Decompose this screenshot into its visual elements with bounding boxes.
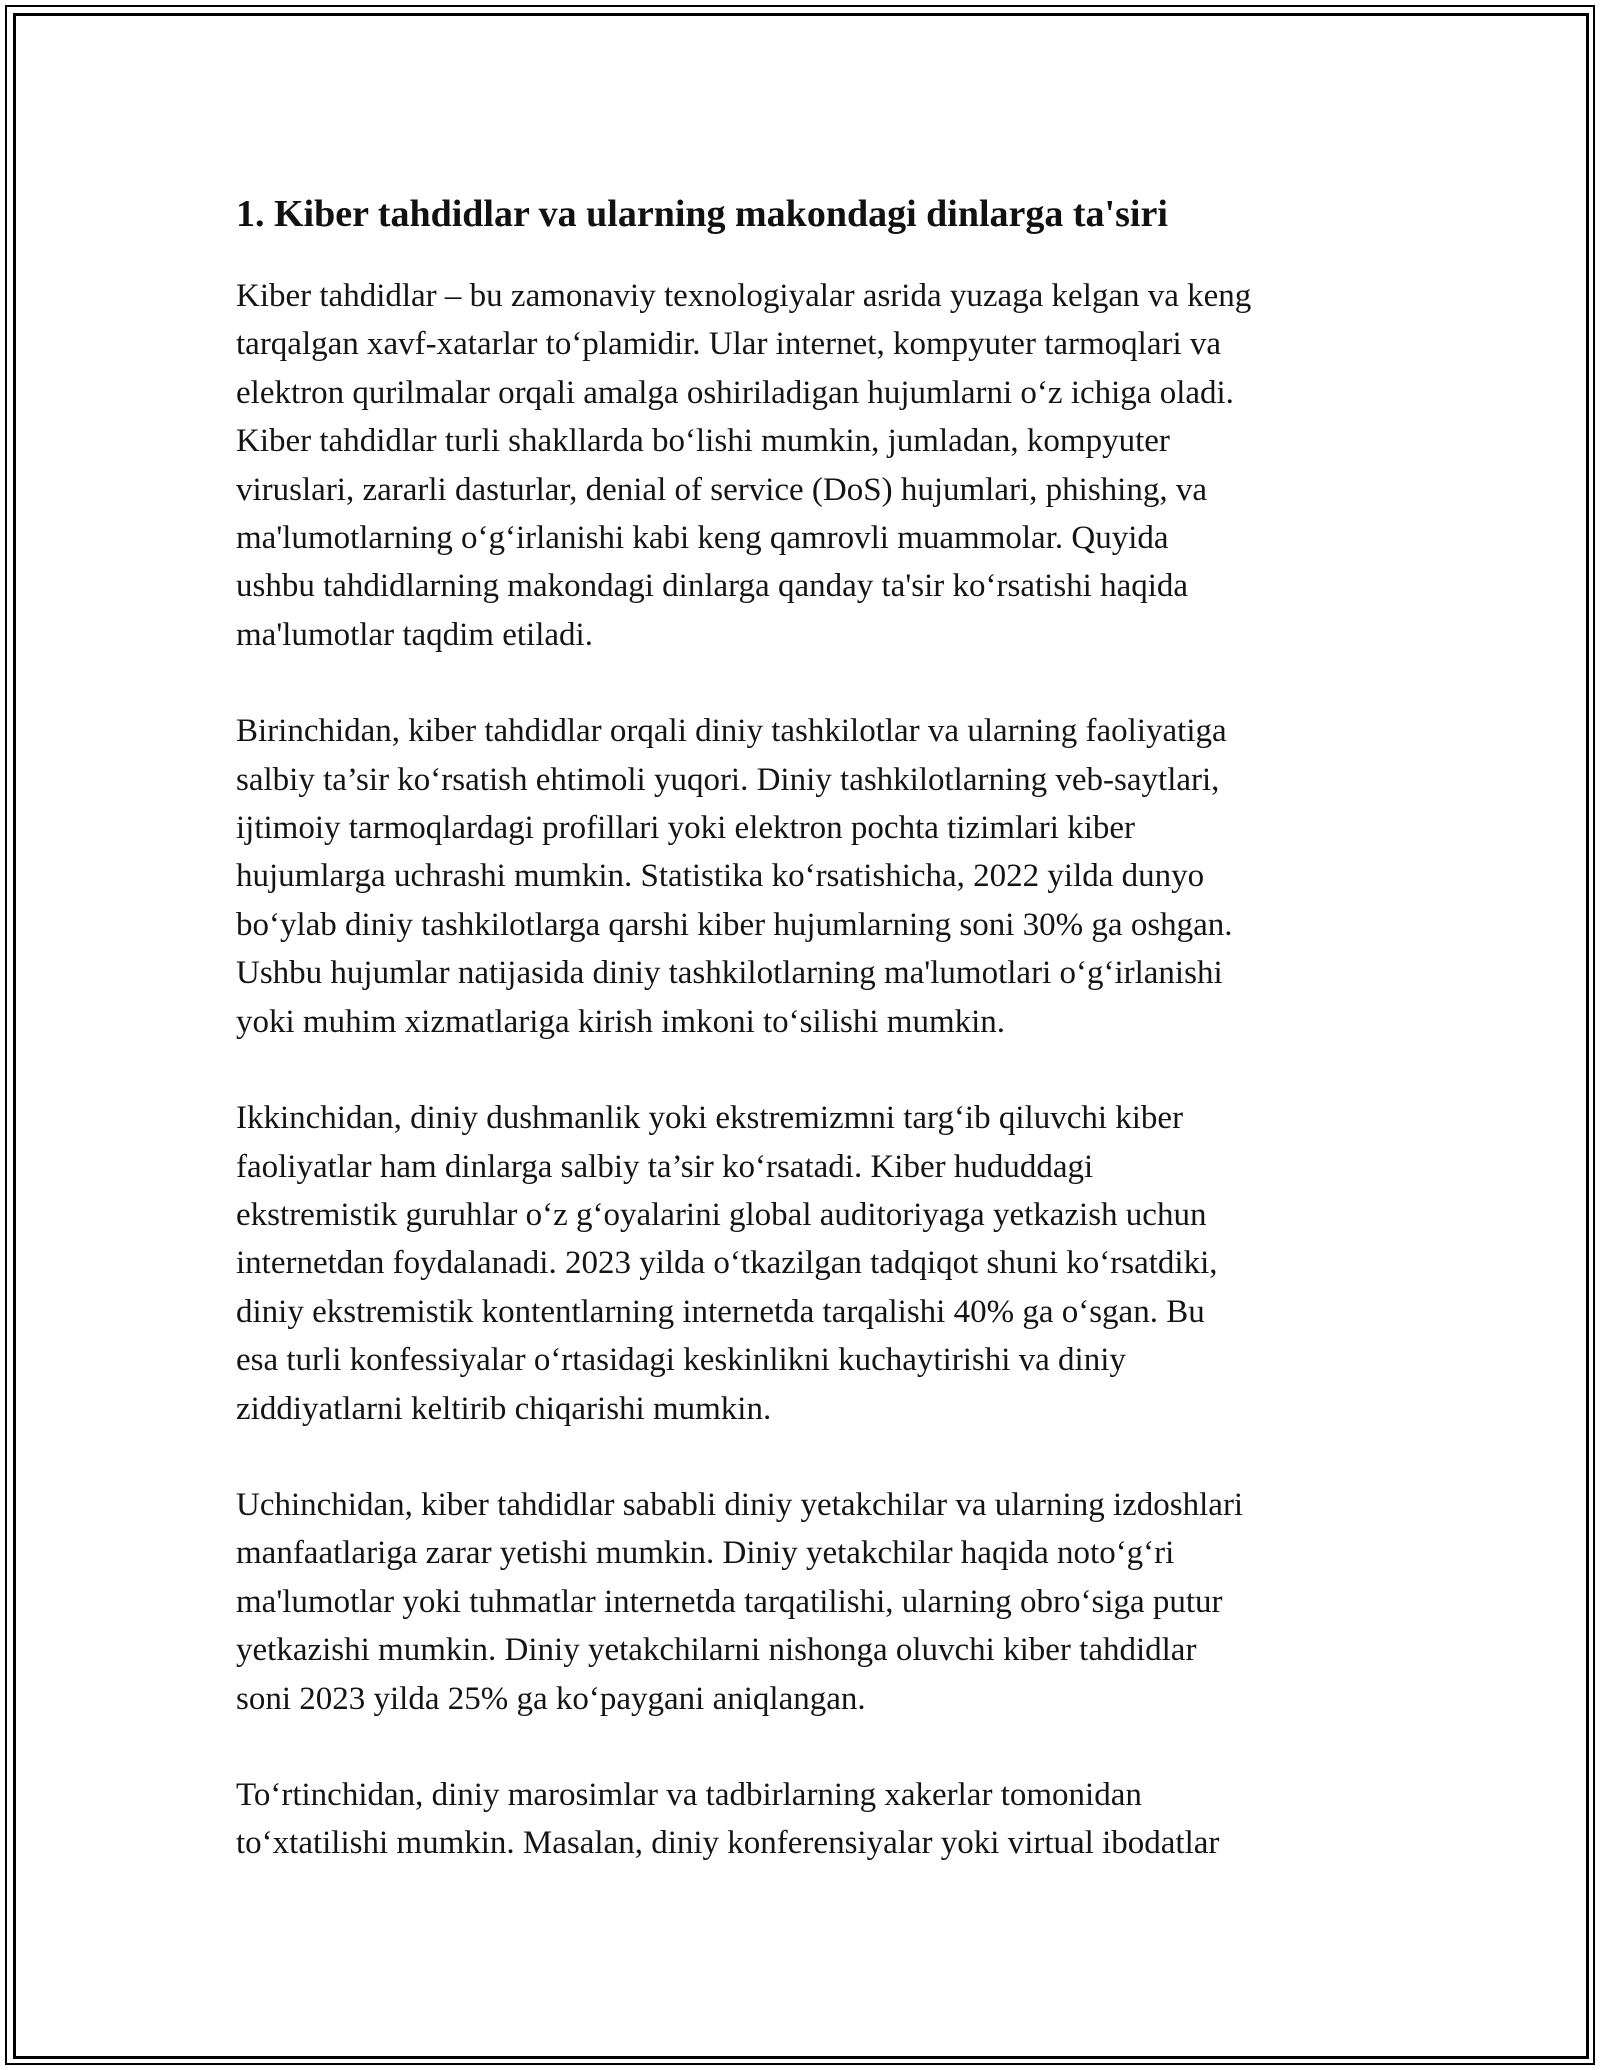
text-line: ma'lumotlar yoki tuhmatlar internetda tarqatilishi, ularning obroʻsiga putur (236, 1583, 1223, 1620)
text-line: Toʻrtinchidan, diniy marosimlar va tadbirlarning xakerlar tomonidan (236, 1776, 1142, 1813)
text-line: ma'lumotlar taqdim etiladi. (236, 616, 593, 653)
paragraph-third (236, 1481, 1376, 1723)
text-line: boʻylab diniy tashkilotlarga qarshi kiber hujumlarning soni 30% ga oshgan. (236, 906, 1233, 943)
text-line: yoki muhim xizmatlariga kirish imkoni toʻsilishi mumkin. (236, 1003, 1006, 1040)
text-line: elektron qurilmalar orqali amalga oshiriladigan hujumlarni oʻz ichiga oladi. (236, 374, 1234, 411)
text-line: Birinchidan, kiber tahdidlar orqali diniy tashkilotlar va ularning faoliyatiga (236, 713, 1227, 750)
text-line: viruslari, zararli dasturlar, denial of service (DoS) hujumlari, phishing, va (236, 471, 1207, 508)
text-line: ziddiyatlarni keltirib chiqarishi mumkin. (236, 1390, 772, 1427)
text-line: Ushbu hujumlar natijasida diniy tashkilotlarning ma'lumotlari oʻgʻirlanishi (236, 955, 1223, 992)
text-line: ma'lumotlarning oʻgʻirlanishi kabi keng qamrovli muammolar. Quyida (236, 520, 1169, 557)
text-line: Kiber tahdidlar turli shakllarda boʻlishi mumkin, jumladan, kompyuter (236, 423, 1170, 460)
document-body (236, 190, 1376, 1916)
text-line: diniy ekstremistik kontentlarning internetda tarqalishi 40% ga oʻsgan. Bu (236, 1293, 1205, 1330)
text-line: Ikkinchidan, diniy dushmanlik yoki ekstremizmni targʻib qiluvchi kiber (236, 1100, 1184, 1137)
text-line: ijtimoiy tarmoqlardagi profillari yoki elektron pochta tizimlari kiber (236, 810, 1135, 847)
paragraph-second (236, 1094, 1376, 1433)
document-title: 1. Kiber tahdidlar va ularning makondagi dinlarga ta'siri (236, 193, 1168, 235)
paragraph-first (236, 707, 1376, 1046)
text-line: salbiy ta’sir koʻrsatish ehtimoli yuqori. Diniy tashkilotlarning veb-saytlari, (236, 761, 1220, 798)
text-line: toʻxtatilishi mumkin. Masalan, diniy konferensiyalar yoki virtual ibodatlar (236, 1825, 1220, 1862)
text-line: ushbu tahdidlarning makondagi dinlarga qanday ta'sir koʻrsatishi haqida (236, 568, 1189, 605)
text-line: ekstremistik guruhlar oʻz gʻoyalarini global auditoriyaga yetkazish uchun (236, 1196, 1207, 1233)
text-line: manfaatlariga zarar yetishi mumkin. Diniy yetakchilar haqida notoʻgʻri (236, 1535, 1175, 1572)
text-line: tarqalgan xavf-xatarlar toʻplamidir. Ular internet, kompyuter tarmoqlari va (236, 326, 1222, 363)
text-line: Kiber tahdidlar – bu zamonaviy texnologiyalar asrida yuzaga kelgan va keng (236, 278, 1252, 314)
text-line: esa turli konfessiyalar oʻrtasidagi keskinlikni kuchaytirishi va diniy (236, 1342, 1126, 1379)
text-line: yetkazishi mumkin. Diniy yetakchilarni nishonga oluvchi kiber tahdidlar (236, 1632, 1197, 1669)
text-line: faoliyatlar ham dinlarga salbiy ta’sir koʻrsatadi. Kiber hududdagi (236, 1148, 1094, 1185)
text-line: internetdan foydalanadi. 2023 yilda oʻtkazilgan tadqiqot shuni koʻrsatdiki, (236, 1245, 1218, 1282)
paragraph-intro (236, 272, 1376, 659)
paragraph-fourth (236, 1771, 1376, 1868)
text-line: Uchinchidan, kiber tahdidlar sababli diniy yetakchilar va ularning izdoshlari (236, 1486, 1244, 1523)
text-line: soni 2023 yilda 25% ga koʻpaygani aniqlangan. (236, 1680, 866, 1717)
text-line: hujumlarga uchrashi mumkin. Statistika koʻrsatishicha, 2022 yilda dunyo (236, 858, 1205, 895)
